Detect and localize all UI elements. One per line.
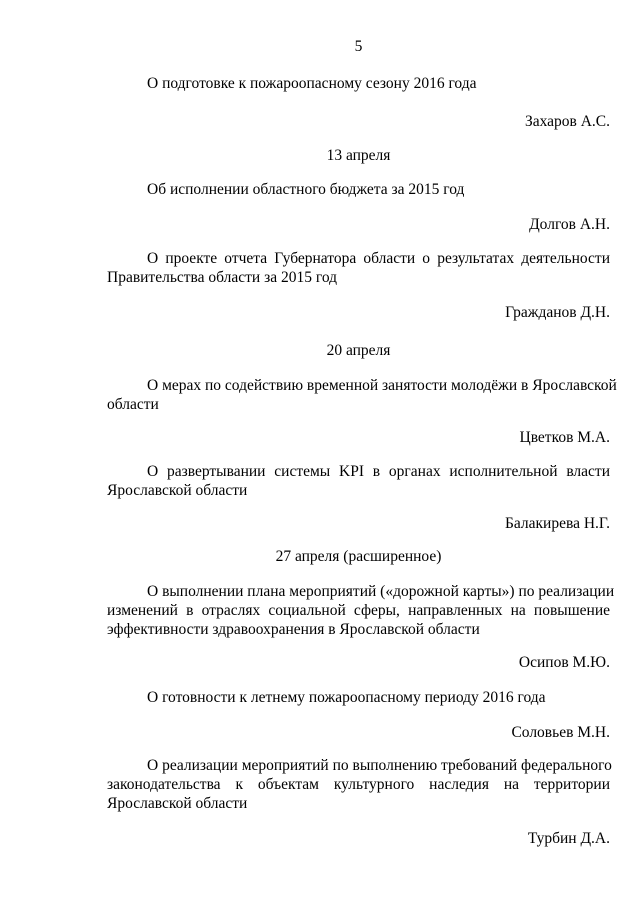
- speaker-name: Долгов А.Н.: [529, 216, 610, 233]
- agenda-topic-line: Ярославской области: [107, 795, 248, 812]
- agenda-topic-line: О развертывании системы KPI в органах исполнительной власти: [147, 463, 610, 480]
- agenda-topic: [107, 756, 610, 813]
- agenda-topic-line: Ярославской области: [107, 482, 248, 499]
- speaker-name: Захаров А.С.: [524, 113, 610, 130]
- speaker-name: Осипов М.Ю.: [518, 654, 610, 671]
- meeting-date: 13 апреля: [326, 147, 391, 164]
- speaker-name: Балакирева Н.Г.: [504, 515, 610, 532]
- agenda-topic-line: О выполнении плана мероприятий («дорожной карты») по реализации: [147, 583, 615, 600]
- agenda-topic-line: законодательства к объектам культурного наследия на территории: [107, 776, 610, 793]
- agenda-topic-line: изменений в отраслях социальной сферы, направленных на повышение: [107, 602, 610, 619]
- agenda-topic: Об исполнении областного бюджета за 2015 год: [147, 181, 465, 198]
- agenda-topic: [107, 582, 615, 639]
- page-number: 5: [354, 38, 363, 55]
- agenda-topic-line: О мерах по содействию временной занятости молодёжи в Ярославской: [147, 377, 617, 394]
- meeting-date: 20 апреля: [326, 342, 391, 359]
- speaker-name: Гражданов Д.Н.: [505, 304, 610, 321]
- agenda-topic-line: области: [107, 396, 159, 413]
- agenda-topic: [107, 462, 610, 500]
- speaker-name: Цветков М.А.: [519, 429, 610, 446]
- meeting-date: 27 апреля (расширенное): [275, 548, 442, 565]
- agenda-topic-line: О реализации мероприятий по выполнению требований федерального: [147, 757, 612, 774]
- agenda-topic: [107, 249, 610, 287]
- agenda-topic: О готовности к летнему пожароопасному периоду 2016 года: [147, 689, 546, 706]
- agenda-topic: О подготовке к пожароопасному сезону 2016 года: [147, 75, 477, 92]
- agenda-topic: [107, 376, 617, 414]
- agenda-topic-line: эффективности здравоохранения в Ярославской области: [107, 621, 480, 638]
- speaker-name: Турбин Д.А.: [527, 830, 610, 847]
- agenda-topic-line: О проекте отчета Губернатора области о результатах деятельности: [147, 250, 610, 267]
- agenda-topic-line: Правительства области за 2015 год: [107, 269, 338, 286]
- speaker-name: Соловьев М.Н.: [511, 724, 610, 741]
